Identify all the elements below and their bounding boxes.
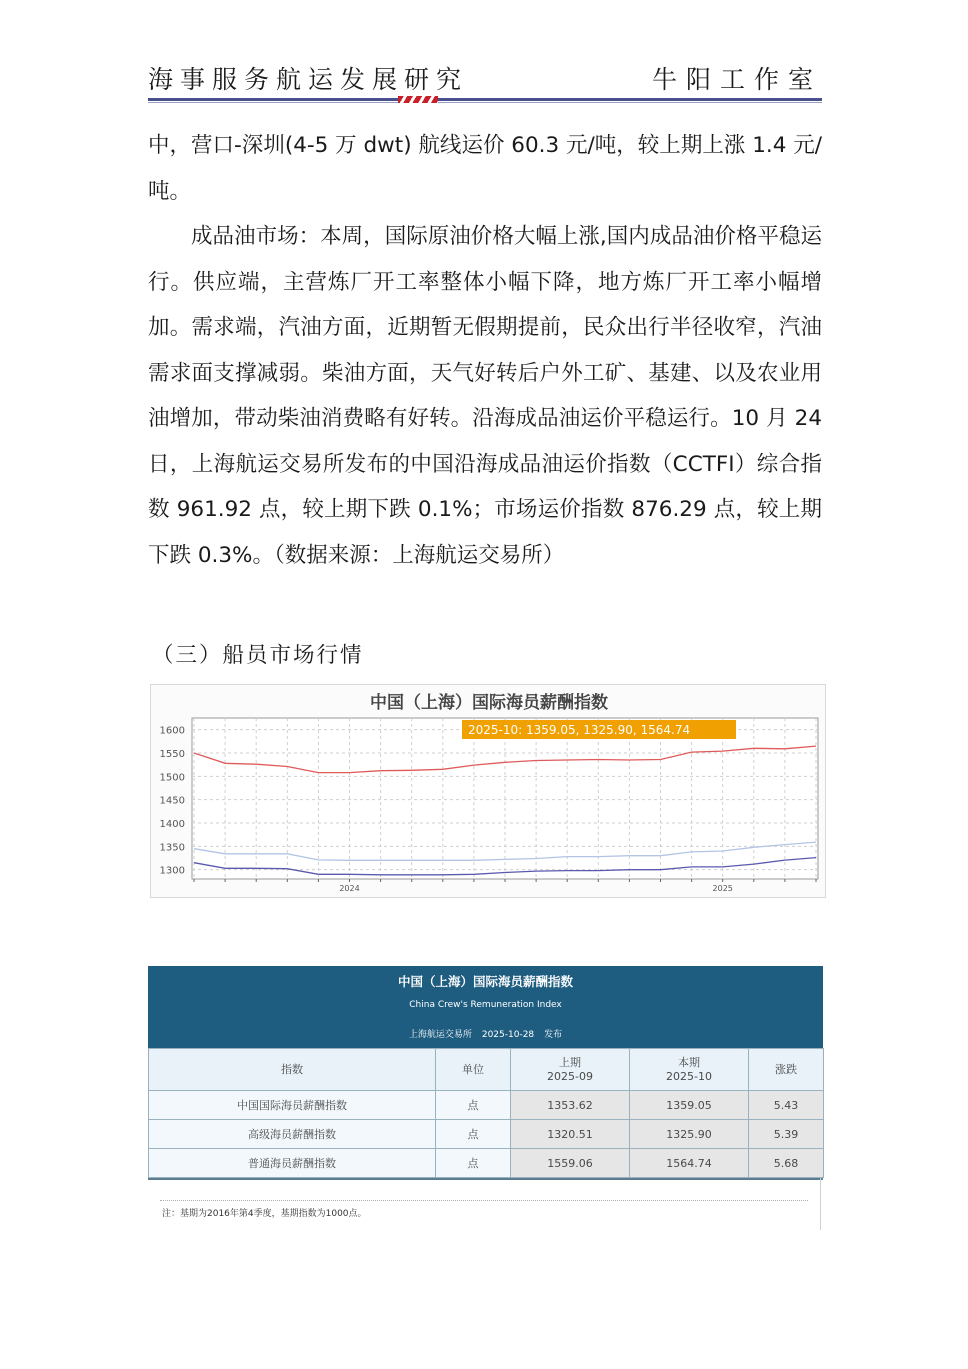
table-publish-word: 发布 bbox=[544, 1030, 563, 1040]
header-right-title: 牛阳工作室 bbox=[651, 65, 822, 94]
row-prev: 1320.51 bbox=[511, 1120, 630, 1149]
table-note: 注：基期为2016年第4季度，基期指数为1000点。 bbox=[162, 1209, 367, 1219]
y-tick-label: 1350 bbox=[159, 842, 185, 854]
header-stripe-mark bbox=[398, 96, 438, 103]
table-header-banner bbox=[148, 966, 823, 1048]
x-tick-label: 2025 bbox=[712, 884, 733, 893]
col-curr-period: 2025-10 bbox=[666, 1069, 712, 1083]
row-unit: 点 bbox=[436, 1091, 511, 1120]
table-row bbox=[149, 1091, 824, 1120]
y-tick-label: 1550 bbox=[159, 749, 185, 760]
col-curr-label: 本期 bbox=[678, 1055, 700, 1069]
table-row bbox=[149, 1120, 824, 1149]
chart-title: 中国（上海）国际海员薪酬指数 bbox=[370, 693, 608, 713]
chart-tooltip-text: 2025-10: 1359.05, 1325.90, 1564.74 bbox=[468, 723, 691, 737]
table-row bbox=[149, 1149, 824, 1178]
col-prev-label: 上期 bbox=[559, 1055, 581, 1069]
paragraph-oil-market: 成品油市场：本周，国际原油价格大幅上涨,国内成品油价格平稳运行。供应端，主营炼厂开工率整体小幅下降，地方炼厂开工率小幅增加。需求端，汽油方面，近期暂无假期提前，民众出行半径收窄，汽油需求面支撑减弱。柴油方面，天气好转后户外工矿、基建、以及农业用油增加，带动柴油消费略有好转。沿海成品油运价平稳运行。10 月 24 日，上海航运交易所发布的中国沿海成品油运价指数（CCTFI）综合指数 961.92 点，较上期下跌 0.1%；市场运价指数 876.29 点，较上期下跌 0.3%。（数据来源：上海航运交易所） bbox=[148, 224, 822, 568]
col-curr bbox=[630, 1049, 749, 1091]
row-curr: 1325.90 bbox=[630, 1120, 749, 1149]
y-tick-label: 1500 bbox=[159, 772, 185, 784]
col-index: 指数 bbox=[149, 1049, 436, 1091]
header-rule-thin bbox=[148, 102, 822, 103]
row-unit: 点 bbox=[436, 1149, 511, 1178]
section-title-crew-market: （三）船员市场行情 bbox=[152, 643, 364, 668]
row-name: 高级海员薪酬指数 bbox=[149, 1120, 436, 1149]
table-publisher: 上海航运交易所 bbox=[408, 1030, 472, 1040]
row-name: 中国国际海员薪酬指数 bbox=[149, 1091, 436, 1120]
col-unit: 单位 bbox=[436, 1049, 511, 1091]
row-change: 5.43 bbox=[749, 1091, 824, 1120]
col-prev-period: 2025-09 bbox=[547, 1069, 593, 1083]
header-left-title: 海事服务航运发展研究 bbox=[148, 65, 469, 94]
table-subtitle: China Crew's Remuneration Index bbox=[409, 1000, 562, 1010]
row-curr: 1564.74 bbox=[630, 1149, 749, 1178]
col-prev bbox=[511, 1049, 630, 1091]
table-title: 中国（上海）国际海员薪酬指数 bbox=[397, 974, 573, 989]
table-bottom-rule bbox=[148, 1178, 823, 1180]
x-tick-label: 2024 bbox=[339, 884, 360, 893]
right-edge-line bbox=[820, 1178, 821, 1230]
y-tick-label: 1450 bbox=[159, 795, 185, 807]
y-tick-label: 1400 bbox=[159, 819, 185, 830]
row-unit: 点 bbox=[436, 1120, 511, 1149]
row-name: 普通海员薪酬指数 bbox=[149, 1149, 436, 1178]
col-change: 涨跌 bbox=[749, 1049, 824, 1091]
table-header-row bbox=[149, 1049, 824, 1091]
y-tick-label: 1600 bbox=[159, 725, 185, 737]
chart-plot bbox=[151, 685, 827, 899]
row-curr: 1359.05 bbox=[630, 1091, 749, 1120]
page-header bbox=[148, 58, 822, 104]
header-rule bbox=[148, 98, 822, 101]
y-tick-label: 1300 bbox=[159, 865, 185, 877]
remuneration-chart bbox=[150, 684, 826, 898]
table-publish-line bbox=[148, 1027, 823, 1040]
paragraph-freight-rate: 中，营口-深圳(4-5 万 dwt) 航线运价 60.3 元/吨，较上期上涨 1.4 元/吨。 bbox=[148, 133, 822, 204]
note-divider bbox=[160, 1200, 808, 1201]
remuneration-table bbox=[148, 966, 823, 1230]
row-prev: 1353.62 bbox=[511, 1091, 630, 1120]
row-change: 5.39 bbox=[749, 1120, 824, 1149]
table-grid bbox=[148, 1048, 824, 1178]
row-change: 5.68 bbox=[749, 1149, 824, 1178]
table-date: 2025-10-28 bbox=[481, 1030, 535, 1040]
row-prev: 1559.06 bbox=[511, 1149, 630, 1178]
